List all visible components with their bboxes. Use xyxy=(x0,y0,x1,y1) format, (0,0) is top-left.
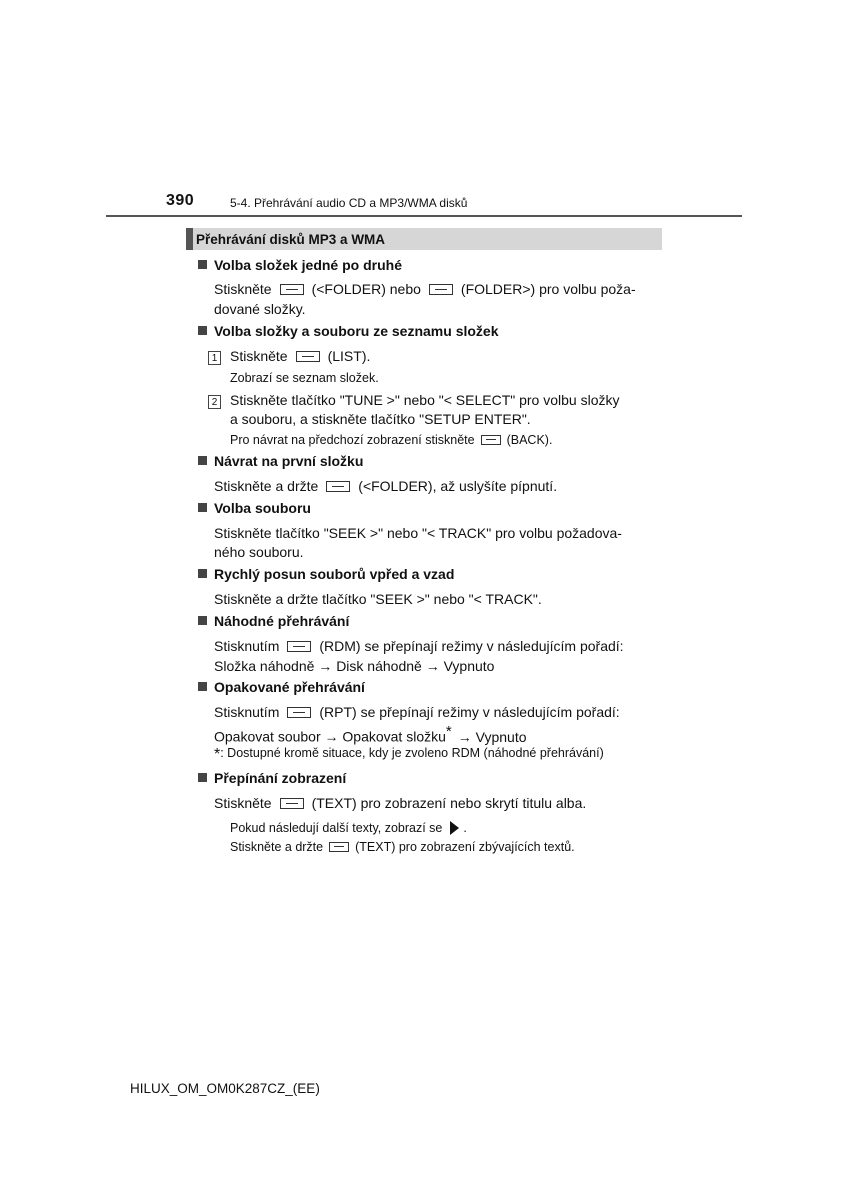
body-line: a souboru, a stiskněte tlačítko "SETUP ENTER". xyxy=(230,411,531,427)
text: (TEXT) pro zobrazení nebo skrytí titulu alba. xyxy=(311,795,587,811)
square-bullet-icon xyxy=(198,503,207,512)
body-line: dované složky. xyxy=(214,301,306,317)
text: Pokud následují další texty, zobrazí se xyxy=(230,821,443,835)
text: (BACK). xyxy=(506,433,553,447)
button-icon xyxy=(280,284,304,295)
square-bullet-icon xyxy=(198,616,207,625)
header-rule xyxy=(106,215,742,217)
heading-text: Přepínání zobrazení xyxy=(214,770,347,786)
heading-folder-by-folder xyxy=(198,257,402,273)
text: (RPT) se přepínají režimy v následujícím pořadí: xyxy=(319,704,620,720)
body-line xyxy=(214,793,586,813)
step-number: 2 xyxy=(208,395,221,409)
text: . xyxy=(463,821,467,835)
text: (FOLDER>) pro volbu poža- xyxy=(460,281,636,297)
heading-text: Volba složky a souboru ze seznamu složek xyxy=(214,323,499,339)
text: (<FOLDER), až uslyšíte pípnutí. xyxy=(358,478,558,494)
body-line xyxy=(214,476,557,496)
button-icon xyxy=(280,798,304,809)
button-icon xyxy=(287,641,311,652)
body-line: Stiskněte tlačítko "SEEK >" nebo "< TRACK" pro volbu požadova- xyxy=(214,525,622,541)
document-code: HILUX_OM_OM0K287CZ_(EE) xyxy=(130,1081,320,1096)
heading-text: Náhodné přehrávání xyxy=(214,613,350,629)
text: Stiskněte tlačítko "TUNE >" nebo "< SELECT" pro volbu složky xyxy=(230,392,620,408)
heading-text: Volba souboru xyxy=(214,500,311,516)
text: : Dostupné kromě situace, kdy je zvoleno RDM (náhodné přehrávání) xyxy=(220,746,604,760)
text: Stisknutím xyxy=(214,704,280,720)
square-bullet-icon xyxy=(198,326,207,335)
square-bullet-icon xyxy=(198,569,207,578)
square-bullet-icon xyxy=(198,260,207,269)
asterisk: * xyxy=(214,746,221,763)
body-line xyxy=(214,702,620,722)
section-title: Přehrávání disků MP3 a WMA xyxy=(196,232,386,247)
text: Stiskněte xyxy=(230,348,288,364)
chapter-title: 5-4. Přehrávání audio CD a MP3/WMA disků xyxy=(230,196,468,210)
step-2-note xyxy=(230,433,552,447)
heading-text: Volba složek jedné po druhé xyxy=(214,257,402,273)
body-line: ného souboru. xyxy=(214,544,304,560)
text: Opakovat soubor → Opakovat složku xyxy=(214,728,446,745)
text: (<FOLDER) nebo xyxy=(311,281,421,297)
text: (LIST). xyxy=(327,348,371,364)
note-line xyxy=(230,821,467,835)
text: Stisknutím xyxy=(214,638,280,654)
body-line xyxy=(214,279,636,299)
heading-text: Rychlý posun souborů vpřed a vzad xyxy=(214,566,455,582)
button-icon xyxy=(326,481,350,492)
heading-first-folder xyxy=(198,453,363,469)
button-icon xyxy=(481,435,501,445)
step-1-note: Zobrazí se seznam složek. xyxy=(230,371,379,385)
body-line: Složka náhodně → Disk náhodně → Vypnuto xyxy=(214,658,495,674)
text: Pro návrat na předchozí zobrazení stiskněte xyxy=(230,433,475,447)
step-number: 1 xyxy=(208,351,221,365)
body-line xyxy=(214,722,527,747)
text: Stiskněte xyxy=(214,795,272,811)
page-number: 390 xyxy=(166,192,195,209)
body-line: Stiskněte a držte tlačítko "SEEK >" nebo "< TRACK". xyxy=(214,591,542,607)
heading-file-select xyxy=(198,500,311,516)
button-icon xyxy=(429,284,453,295)
heading-repeat xyxy=(198,679,365,695)
text: Stiskněte a držte xyxy=(214,478,319,494)
square-bullet-icon xyxy=(198,456,207,465)
right-arrow-icon xyxy=(450,821,459,835)
text: (RDM) se přepínají režimy v následujícím pořadí: xyxy=(319,638,624,654)
text: Stiskněte a držte xyxy=(230,840,324,854)
heading-random xyxy=(198,613,349,629)
step-2 xyxy=(208,390,620,410)
square-bullet-icon xyxy=(198,773,207,782)
heading-display xyxy=(198,770,346,786)
step-1 xyxy=(208,346,370,366)
note-line xyxy=(230,840,575,854)
square-bullet-icon xyxy=(198,682,207,691)
heading-text: Opakované přehrávání xyxy=(214,679,365,695)
asterisk: * xyxy=(445,723,452,740)
heading-text: Návrat na první složku xyxy=(214,453,364,469)
button-icon xyxy=(329,842,349,852)
footnote xyxy=(214,746,604,764)
text: Stiskněte xyxy=(214,281,272,297)
body-line xyxy=(214,636,624,656)
heading-fast-forward xyxy=(198,566,454,582)
text: (TEXT) pro zobrazení zbývajících textů. xyxy=(355,840,575,854)
button-icon xyxy=(296,351,320,362)
button-icon xyxy=(287,707,311,718)
heading-folder-from-list xyxy=(198,323,499,339)
text: → Vypnuto xyxy=(457,728,527,745)
